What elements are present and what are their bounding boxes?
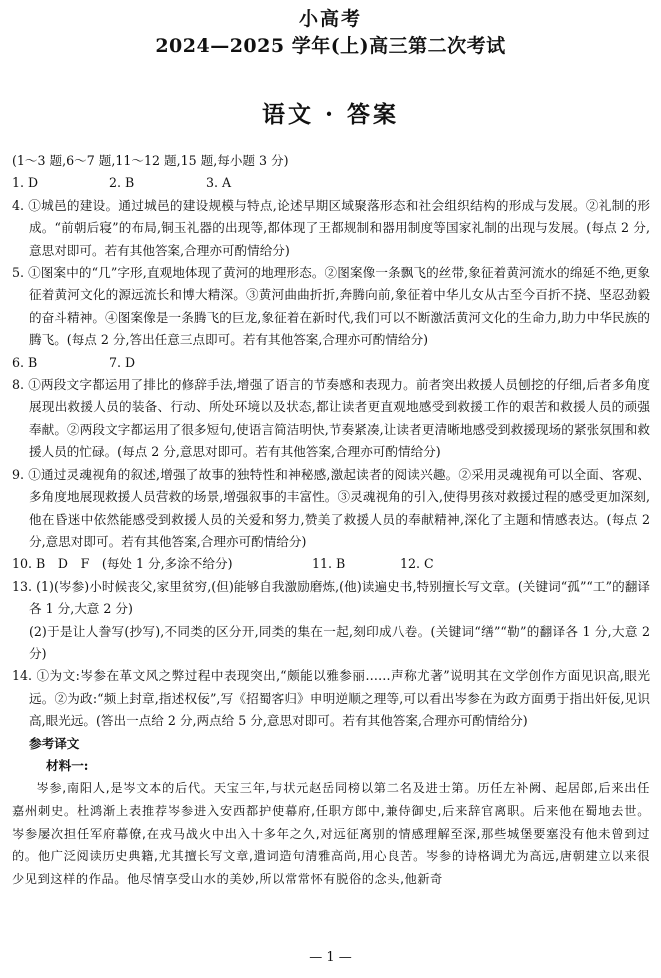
brand-title: 小高考 <box>298 8 362 30</box>
answers-6-7 <box>12 352 650 374</box>
subject-title: 语文 · 答案 <box>261 101 400 128</box>
answer-10: 10. B D F (每处 1 分,多涂不给分) <box>12 556 233 572</box>
answer-12: 12. C <box>400 556 434 572</box>
answer-3: 3. A <box>206 175 232 191</box>
answers-10-12 <box>12 553 650 575</box>
answer-4: 4. ①城邑的建设。通过城邑的建设规模与特点,论述早期区域聚落形态和社会组织结构的形成与发展。②礼制的形成。“前朝后寝”的布局,铜玉礼器的出现等,都体现了王都规制和器用制度等国家礼制的出现与发展。(每点 2 分,意思对即可。若有其他答案,合理亦可酌情给分) <box>12 197 650 258</box>
answer-2: 2. B <box>109 175 135 191</box>
material-one-heading: 材料一: <box>46 757 89 773</box>
exam-title: 2024—2025 学年(上)高三第二次考试 <box>155 35 506 57</box>
answer-13-1: 13. (1)(岑参)小时候丧父,家里贫穷,(但)能够自我激励磨炼,(他)读遍史书,特别擅长写文章。(关键词“孤”“工”的翻译各 1 分,大意 2 分) <box>12 578 650 617</box>
answer-7: 7. D <box>109 354 136 370</box>
answer-13-2: (2)于是让人誊写(抄写),不同类的区分开,同类的集在一起,刻印成八卷。(关键词“缮”“勒”的翻译各 1 分,大意 2 分) <box>29 623 650 661</box>
translation-text: 岑参,南阳人,是岑文本的后代。天宝三年,与状元赵岳同榜以第二名及进士第。历任左补阙、起居郎,后来出任嘉州刺史。杜鸿渐上表推荐岑参进入安西都护使幕府,任职方郎中,兼侍御史,后来辞官离职。后来他在蜀地去世。岑参屡次担任军府幕僚,在戎马战火中出入十多年之久,对远征离别的情感理解至深,那些城堡要塞没有他未曾到过的。他广泛阅读历史典籍,尤其擅长写文章,遣词造句清雅高尚,用心良苦。岑参的诗格调尤为高远,唐朝建立以来很少见到这样的作品。他尽情享受山水的美妙,所以常常怀有脱俗的念头,他新奇 <box>12 781 650 886</box>
answer-11: 11. B <box>312 556 346 572</box>
reference-translation-heading: 参考译文 <box>29 735 80 751</box>
answer-8: 8. ①两段文字都运用了排比的修辞手法,增强了语言的节奏感和表现力。前者突出救援人员刨挖的仔细,后者多角度展现出救援人员的装备、行动、所处环境以及状态,都让读者更直观地感受到救援工作的艰苦和救援人员的顽强奉献。②两段文字都运用了很多短句,使语言简洁明快,节奏紧凑,让读者更清晰地感受到救援现场的紧张氛围和救援人员的忙碌。(每点 2 分,意思对即可。若有其他答案,合理亦可酌情给分) <box>12 377 650 460</box>
answer-6: 6. B <box>12 354 38 370</box>
scoring-note: (1～3 题,6～7 题,11～12 题,15 题,每小题 3 分) <box>12 153 289 168</box>
answer-9: 9. ①通过灵魂视角的叙述,增强了故事的独特性和神秘感,激起读者的阅读兴趣。②采用灵魂视角可以全面、客观、多角度地展现救援人员营救的场景,增强叙事的丰富性。③灵魂视角的引入,使得男孩对救援过程的感受更加深刻,他在昏迷中依然能感受到救援人员的关爱和努力,赞美了救援人员的奉献精神,深化了主题和情感表达。(每点 2 分,意思对即可。若有其他答案,合理亦可酌情给分) <box>12 466 650 549</box>
answer-body <box>12 150 650 890</box>
answer-14: 14. ①为文:岑参在革文风之弊过程中表现突出,“颇能以雅参丽……声称尤著”说明其在文学创作方面见识高,眼光远。②为政:“频上封章,指述权佞”,写《招蜀客归》申明逆顺之理等,可以看出岑参在为政方面勇于指出奸佞,见识高,眼光远。(答出一点给 2 分,两点给 5 分,意思对即可。若有其他答案,合理亦可酌情给分) <box>12 668 650 729</box>
answer-1: 1. D <box>12 175 39 191</box>
page-number: — 1 — <box>309 950 352 965</box>
answers-1-3 <box>12 172 650 194</box>
answer-5: 5. ①图案中的“几”字形,直观地体现了黄河的地理形态。②图案像一条飘飞的丝带,象征着黄河流水的绵延不绝,更象征着黄河文化的源远流长和博大精深。③黄河曲曲折折,奔腾向前,象征着中华儿女从古至今百折不挠、坚忍劲毅的奋斗精神。④图案像是一条腾飞的巨龙,象征着在新时代,我们可以不断激活黄河文化的生命力,助力中华民族的腾飞。(每点 2 分,答出任意三点即可。若有其他答案,合理亦可酌情给分) <box>12 265 650 348</box>
